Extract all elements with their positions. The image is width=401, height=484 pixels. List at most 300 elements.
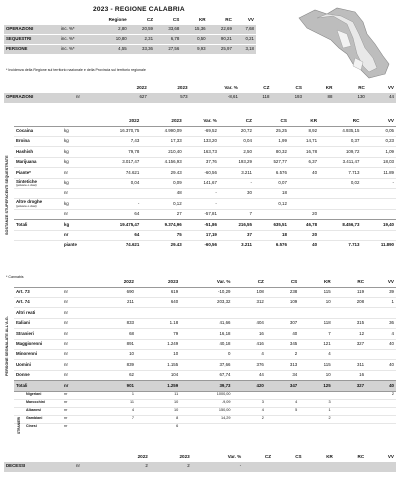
cell-value: -10,29 [180,287,232,297]
col-header: 2022 [136,85,147,90]
cell-value: 40,18 [180,339,232,349]
cell-value: 4 [232,407,265,415]
table-row [14,157,396,167]
table-row [14,370,396,380]
cell-value: 20 [289,209,319,219]
cell-value: 75 [141,230,183,240]
cell-value: - [94,199,141,209]
cell-value: 8 [136,415,180,423]
cell-value: 20,72 [219,126,254,136]
table-row [14,308,396,318]
cell-value: 17,19 [184,230,219,240]
cell-value: 29.43 [141,168,183,178]
cell-value [333,415,366,423]
cell-value: 635,51 [254,220,289,230]
cell-value: 74.621 [94,168,141,178]
row-label: Cinesi [14,423,62,431]
cell-value: 0 [180,349,232,359]
cell-value: 211 [94,297,136,307]
col-header: CZ [245,118,252,123]
cell-value: 4.935,15 [319,126,361,136]
cell-value: 14,71 [289,136,319,146]
cell-value: 39,73 [180,381,232,391]
cell-value: 238 [266,287,299,297]
cell-value: 1.259 [136,381,180,391]
cell-value: 27 [141,209,183,219]
cell-value [319,209,361,219]
col-header: KR [198,17,206,22]
cell-value: 19.475,47 [94,220,141,230]
cell-value: 0,04 [219,136,254,146]
totals-row [14,381,396,391]
incidence-table [4,18,256,54]
cell-value: 690 [94,287,136,297]
row-label: Gambiani [14,415,62,423]
cell-value: 6.576 [254,240,289,250]
col-header: VV [387,85,394,90]
cell-value: 104 [136,370,180,380]
cell-value: 34 [266,370,299,380]
foreign-row [14,399,396,407]
table-row [14,339,396,349]
cell-value: 210,40 [141,147,183,157]
cell-value: -60,56 [184,240,219,250]
col-header: KR [310,118,318,123]
col-header: CZ [264,454,272,459]
table-row: PERSONE inc. %* 4,55 33,36 27,56 9,93 25,97 3,18 [4,44,256,54]
table-row [14,147,396,157]
cell-value [266,391,299,399]
cell-value: 125 [299,381,332,391]
row-label: Piante* [14,168,62,178]
col-header: 2022 [123,279,134,284]
cell-value: 839 [94,360,136,370]
col-header: RC [358,85,365,90]
cell-value: 307 [266,318,299,328]
cell-value [289,199,319,209]
table-row: SEQUESTRI inc. %* 10,80 2,31 6,78 0,50 90,21 0,21 [4,34,256,44]
row-unit: nr [62,297,94,307]
cell-value: 4 [266,399,299,407]
cell-value: 416 [232,339,265,349]
table-row [14,297,396,307]
row-label: Totali [14,220,62,230]
cell-value: 10 [299,297,332,307]
cell-value: 12 [333,329,366,339]
cell-value: 1 [366,297,396,307]
cell-value: 19,40 [361,220,396,230]
cell-value: 203,32 [180,297,232,307]
row-label: Marocchini [14,399,62,407]
cell-value [254,209,289,219]
row-label [14,188,62,198]
cell-value [94,188,141,198]
cell-value: 891 [94,339,136,349]
row-unit: nr [62,407,94,415]
cell-value: - [184,188,219,198]
cell-value: 10 [299,370,332,380]
cell-value: 16.370,75 [94,126,141,136]
cell-value: 79,78 [94,147,141,157]
cell-value: 5 [266,407,299,415]
col-header: RC [225,17,232,22]
col-header: CZ [257,279,264,284]
cell-value: 7.713 [319,168,361,178]
cell-value [361,199,396,209]
row-label: Maggiorenni [14,339,62,349]
row-label [14,230,62,240]
row-unit: nr [62,168,94,178]
cell-value: 216,55 [219,220,254,230]
cell-value: -51,86 [184,220,219,230]
cell-value: 40 [266,329,299,339]
cell-value: 79 [136,329,180,339]
cell-value [299,391,332,399]
cell-value: 118 [299,318,332,328]
cell-value: 40 [366,381,396,391]
cell-value: 11.89 [361,168,396,178]
cell-value: 115 [299,360,332,370]
row-label: Art. 73 [14,287,62,297]
cell-value: 0,12 [254,199,289,209]
col-header: CS [280,118,287,123]
cell-value: 46,78 [289,220,319,230]
col-header: CS [295,85,302,90]
cell-value: 193,29 [219,157,254,167]
row-unit: kg [62,136,94,146]
cell-value: 4.990,09 [141,126,183,136]
cell-value: - [219,178,254,188]
cell-value: 640 [136,297,180,307]
row-unit: nr [62,230,94,240]
cell-value: 313 [266,360,299,370]
cell-value: 7 [299,329,332,339]
row-unit: kg [62,126,94,136]
row-unit: piante [62,240,94,250]
col-header: CZ [146,17,154,22]
incidence-note: * Incidenza della Regione sul territorio nazionale e della Provincia sul territorio regionale [6,68,146,72]
cell-value [299,308,332,318]
cell-value: -69,52 [184,126,219,136]
cell-value: 10 [136,349,180,359]
row-unit: nr [62,370,94,380]
cell-value: - [184,199,219,209]
cell-value: 16 [232,329,265,339]
cell-value [289,188,319,198]
row-label: Donne [14,370,62,380]
cell-value: 16,18 [180,329,232,339]
table-row: DECESSI nr 2 2 - [4,462,396,472]
cell-value: 1,99 [254,136,289,146]
table-row [14,230,396,240]
cell-value: 74.621 [94,240,141,250]
foreign-row [14,415,396,423]
cell-value: 62 [94,370,136,380]
cell-value: 0,37 [319,136,361,146]
cell-value: 1 [94,391,136,399]
row-unit: kg [62,178,94,188]
cell-value: 0,07 [254,178,289,188]
cell-value [333,349,366,359]
table-row [14,168,396,178]
cell-value [333,423,366,431]
cell-value [366,407,396,415]
row-sublabel: (polvere o dosi) [16,203,37,208]
cell-value [232,423,265,431]
cell-value: 2,50 [219,147,254,157]
cell-value: 121 [299,339,332,349]
col-header: 2023 [179,454,190,459]
row-unit: nr [62,399,94,407]
cell-value: 327 [333,339,366,349]
cell-value: 16 [333,370,366,380]
cell-value [319,230,361,240]
row-unit: nr [62,381,94,391]
cell-value [299,423,332,431]
table-row [14,136,396,146]
operations-table [4,86,396,103]
cell-value: 1,09 [361,147,396,157]
cell-value: 4 [94,407,136,415]
row-label: Marijuana [14,157,62,167]
cell-value: 10 [94,349,136,359]
cell-value: 133,20 [184,136,219,146]
seizure-table [14,119,396,250]
col-header: VV [387,118,394,123]
col-header: Var. % [216,279,231,284]
cell-value: 11 [94,399,136,407]
cell-value: 37 [219,230,254,240]
col-header: 2022 [129,118,140,123]
cell-value: 11.890 [361,240,396,250]
table-row: OPERAZIONI nr 627 573 -8,61 118 193 88 130 44 [4,93,396,103]
cell-value: 0,23 [361,136,396,146]
cell-value: 108 [232,287,265,297]
col-header: 2023 [171,118,182,123]
cell-value: 16,78 [289,147,319,157]
cell-value: 347 [266,381,299,391]
cell-value: 7 [94,415,136,423]
col-header: VV [387,279,394,284]
people-table [14,280,396,431]
cell-value: 18,03 [361,157,396,167]
col-header: Var. % [224,85,238,90]
cell-value [232,308,265,318]
cell-value: 2 [232,415,265,423]
cell-value: 119 [333,287,366,297]
cell-value: - [361,178,396,188]
cell-value [180,308,232,318]
cell-value [219,199,254,209]
row-label: Cocaina [14,126,62,136]
col-header: KR [326,454,333,459]
row-label: Altre droghe (polvere o dosi) [14,199,62,209]
cell-value: 0,05 [361,126,396,136]
table-row [14,178,396,188]
table-row [14,188,396,198]
cell-value [266,415,299,423]
cell-value: 7,43 [94,136,141,146]
col-header: KR [324,279,331,284]
cell-value: 619 [136,287,180,297]
cell-value: 420 [232,381,265,391]
cell-value: 17,33 [141,136,183,146]
table-row [14,220,396,230]
cell-value: 1.155 [136,360,180,370]
col-header: Var. % [227,454,242,459]
cell-value: 0,09 [141,178,183,188]
cell-value: 3.017,47 [94,157,141,167]
cell-value: 1 [299,407,332,415]
cell-value [180,423,232,431]
cell-value: 115 [299,287,332,297]
row-label: Italiani [14,318,62,328]
cell-value: -9,09 [180,399,232,407]
cell-value [232,391,265,399]
row-unit: nr [62,209,94,219]
col-header: RC [357,454,365,459]
col-header: CS [172,17,180,22]
seizure-side-label: SOSTANZE STUPEFACENTI SEQUESTRATE [5,155,9,235]
cell-value: 20 [289,230,319,240]
cell-value: 404 [232,318,265,328]
cell-value: 315 [333,318,366,328]
foreign-row [14,391,396,399]
cell-value: 39 [366,287,396,297]
cell-value [366,349,396,359]
table-row [14,126,396,136]
row-label: Altri reati [14,308,62,318]
col-header: 2022 [137,454,148,459]
cell-value: 8,92 [289,126,319,136]
cell-value: 6.576 [254,168,289,178]
row-label: Hashish [14,147,62,157]
cell-value [333,407,366,415]
cell-value: 109,72 [319,147,361,157]
cell-value [361,188,396,198]
cell-value: 8.456,73 [319,220,361,230]
row-label: Albanesi [14,407,62,415]
cell-value [366,423,396,431]
cell-value: 163,73 [184,147,219,157]
row-label: Eroina [14,136,62,146]
cell-value: 14,29 [180,415,232,423]
col-header: 2023 [167,279,179,284]
cell-value: 10 [136,399,180,407]
cell-value: 345 [266,339,299,349]
col-header: CS [290,279,298,284]
table-row [14,199,396,209]
cell-value [333,308,366,318]
cell-value [94,308,136,318]
cell-value: 2 [299,415,332,423]
foreign-side-label: STRANIERI [17,416,21,434]
cell-value: 0,12 [141,199,183,209]
cell-value: 40 [366,339,396,349]
deaths-table [4,455,396,472]
cell-value: 25,25 [254,126,289,136]
row-unit: kg [62,157,94,167]
row-label: Totali [14,381,62,391]
cell-value: 2 [266,349,299,359]
table-row: OPERAZIONI inc. %* 2,80 20,59 33,68 15,36 22,69 7,68 [4,25,256,35]
table-row [14,349,396,359]
cell-value: 48 [141,188,183,198]
col-header: Regione [108,17,127,22]
row-unit: kg [62,220,94,230]
table-row [14,287,396,297]
cell-value: 67,74 [180,370,232,380]
table-row [14,329,396,339]
row-unit: nr [62,287,94,297]
row-label: Stranieri [14,329,62,339]
foreign-row [14,407,396,415]
cell-value: 6 [136,423,180,431]
cell-value [366,370,396,380]
cell-value: 6,37 [289,157,319,167]
row-unit: nr [62,360,94,370]
cell-value: 527,77 [254,157,289,167]
cell-value: 68 [94,329,136,339]
col-header: Var. % [203,118,217,123]
cell-value: 36 [366,318,396,328]
cell-value: 3.211 [219,240,254,250]
cell-value: 29.43 [141,240,183,250]
row-unit: nr [62,318,94,328]
cell-value: 40 [366,360,396,370]
row-unit: nr [62,339,94,349]
cell-value: 3.411,47 [319,157,361,167]
row-unit: nr [62,308,94,318]
cell-value [266,308,299,318]
region-map-icon [297,4,397,82]
people-side-label: PERSONE SEGNALATE ALL'A.G. [5,316,9,376]
cell-value: 1.249 [136,339,180,349]
cell-value [361,230,396,240]
cell-value: 7 [219,209,254,219]
cell-value [333,399,366,407]
col-header: VV [247,17,254,22]
cell-value: 64 [94,209,141,219]
cell-value: 44 [232,370,265,380]
row-unit: nr [62,349,94,359]
cell-value: 327 [333,381,366,391]
cell-value [94,423,136,431]
cell-value: 10 [136,407,180,415]
row-label [14,240,62,250]
cell-value: 4 [232,349,265,359]
cell-value: 833 [94,318,136,328]
foreign-row [14,423,396,431]
col-header: VV [387,454,394,459]
cell-value [361,209,396,219]
cell-value: 2 [366,391,396,399]
cell-value: 109 [266,297,299,307]
cell-value: 1000,00 [180,391,232,399]
col-header: RC [357,279,365,284]
table-row [14,240,396,250]
row-unit: nr [62,329,94,339]
cell-value: 41,66 [180,318,232,328]
cell-value: 4.156,93 [141,157,183,167]
cell-value: 4 [366,329,396,339]
table-row [14,318,396,328]
cell-value: 18 [254,230,289,240]
col-header: KR [325,85,333,90]
cell-value: 0,04 [94,178,141,188]
cell-value [366,415,396,423]
cell-value [333,391,366,399]
